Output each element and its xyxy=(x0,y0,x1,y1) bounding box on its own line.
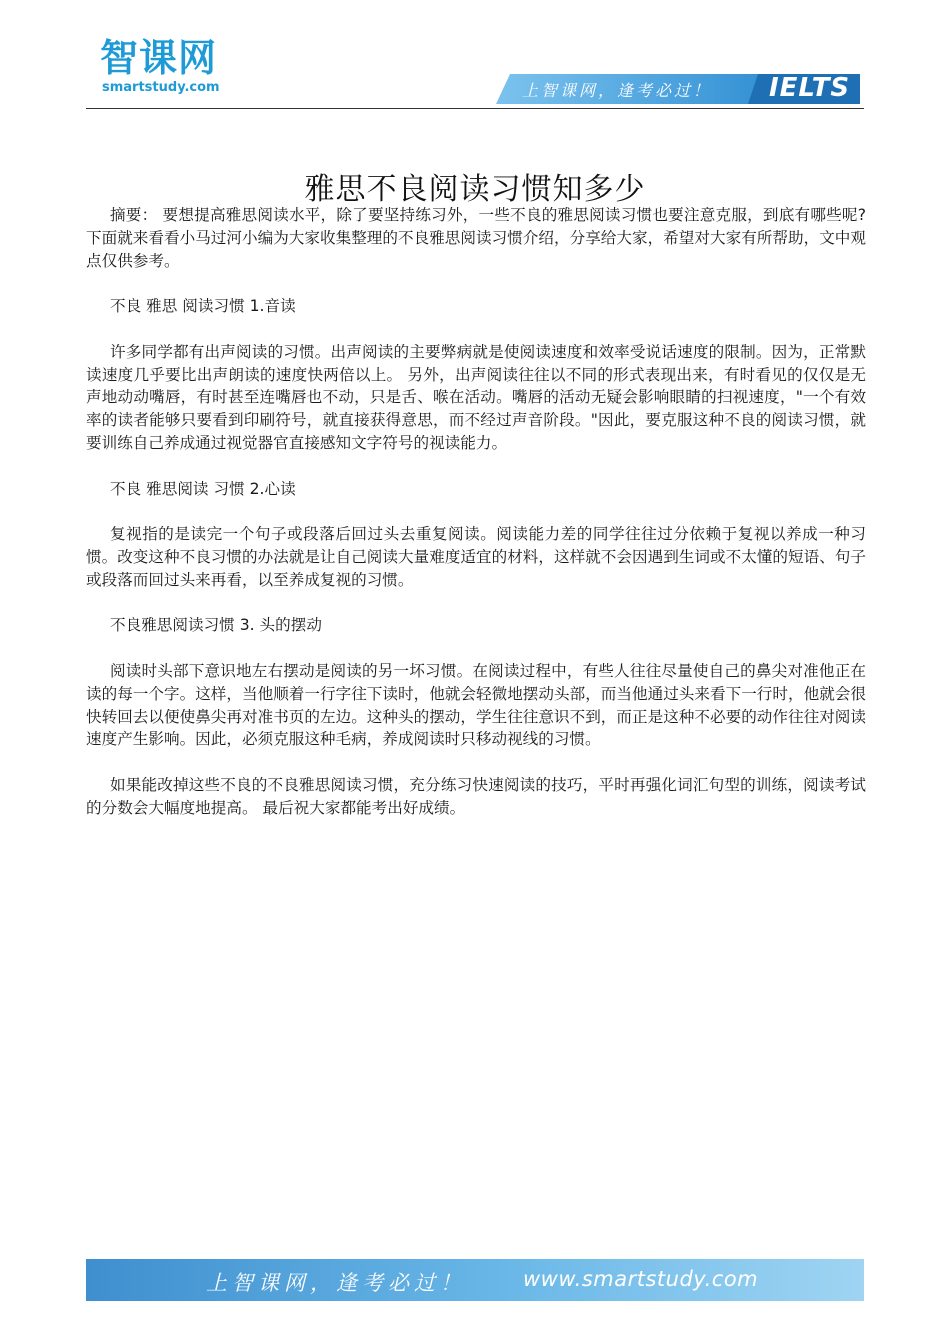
section-body-2: 复视指的是读完一个句子或段落后回过头去重复阅读。阅读能力差的同学往往过分依赖于复视以养成一种习惯。改变这种不良习惯的办法就是让自己阅读大量难度适宜的材料，这样就不会因遇到生词或不太懂的短语、句子或段落而回过头来再看，以至养成复视的习惯。 xyxy=(86,525,866,589)
smartstudy-logo xyxy=(100,36,250,98)
section-heading-1: 不良 雅思 阅读习惯 1.音读 xyxy=(110,297,296,316)
logo-wordmark: 智课网 xyxy=(100,36,218,80)
section-body-3: 阅读时头部下意识地左右摆动是阅读的另一坏习惯。在阅读过程中，有些人往往尽量使自己的鼻尖对准他正在读的每一个字。这样，当他顺着一行字往下读时，他就会轻微地摆动头部，而当他通过头来看下一行时，他就会很快转回去以便使鼻尖再对准书页的左边。这种头的摆动，学生往往意识不到，而正是这种不必要的动作往往对阅读速度产生影响。因此，必须克服这种毛病，养成阅读时只移动视线的习惯。 xyxy=(86,661,866,749)
section-heading-3: 不良雅思阅读习惯 3. 头的摆动 xyxy=(110,616,322,635)
section-heading-2: 不良 雅思阅读 习惯 2.心读 xyxy=(110,479,296,498)
ielts-label: IELTS xyxy=(769,73,851,103)
document-title: 雅思不良阅读习惯知多少 xyxy=(304,172,646,207)
footer-url[interactable]: www.smartstudy.com xyxy=(523,1267,759,1291)
section-body-1: 许多同学都有出声阅读的习惯。出声阅读的主要弊病就是使阅读速度和效率受说话速度的限制。因为，正常默读速度几乎要比出声朗读的速度快两倍以上。 另外，出声阅读往往以不同的形式表现出来，有时看见的仅仅是无声地动动嘴唇，有时甚至连嘴唇也不动，只是舌、喉在活动。嘴唇的活动无疑会影响眼睛的扫视速度，"一个有效率的读者能够只要看到印刷符号，就直接获得意思，而不经过声音阶段。"因此，要克服这种不良的阅读习惯，就要训练自己养成通过视觉器官直接感知文字符号的视读能力。 xyxy=(86,342,866,452)
abstract-paragraph: 摘要： 要想提高雅思阅读水平，除了要坚持练习外，一些不良的雅思阅读习惯也要注意克服，到底有哪些呢?下面就来看看小马过河小编为大家收集整理的不良雅思阅读习惯介绍，分享给大家，希望对大家有所帮助，文中观点仅供参考。 xyxy=(86,206,866,270)
header-slogan: 上智课网，逢考必过！ xyxy=(522,81,713,100)
header-divider xyxy=(86,108,864,109)
footer-banner xyxy=(86,1259,864,1301)
logo-domain: smartstudy.com xyxy=(102,80,220,95)
footer-slogan: 上智课网，逢考必过！ xyxy=(206,1271,466,1295)
document-body xyxy=(86,204,866,820)
conclusion-paragraph: 如果能改掉这些不良的不良雅思阅读习惯，充分练习快速阅读的技巧，平时再强化词汇句型的训练，阅读考试的分数会大幅度地提高。 最后祝大家都能考出好成绩。 xyxy=(86,775,866,817)
